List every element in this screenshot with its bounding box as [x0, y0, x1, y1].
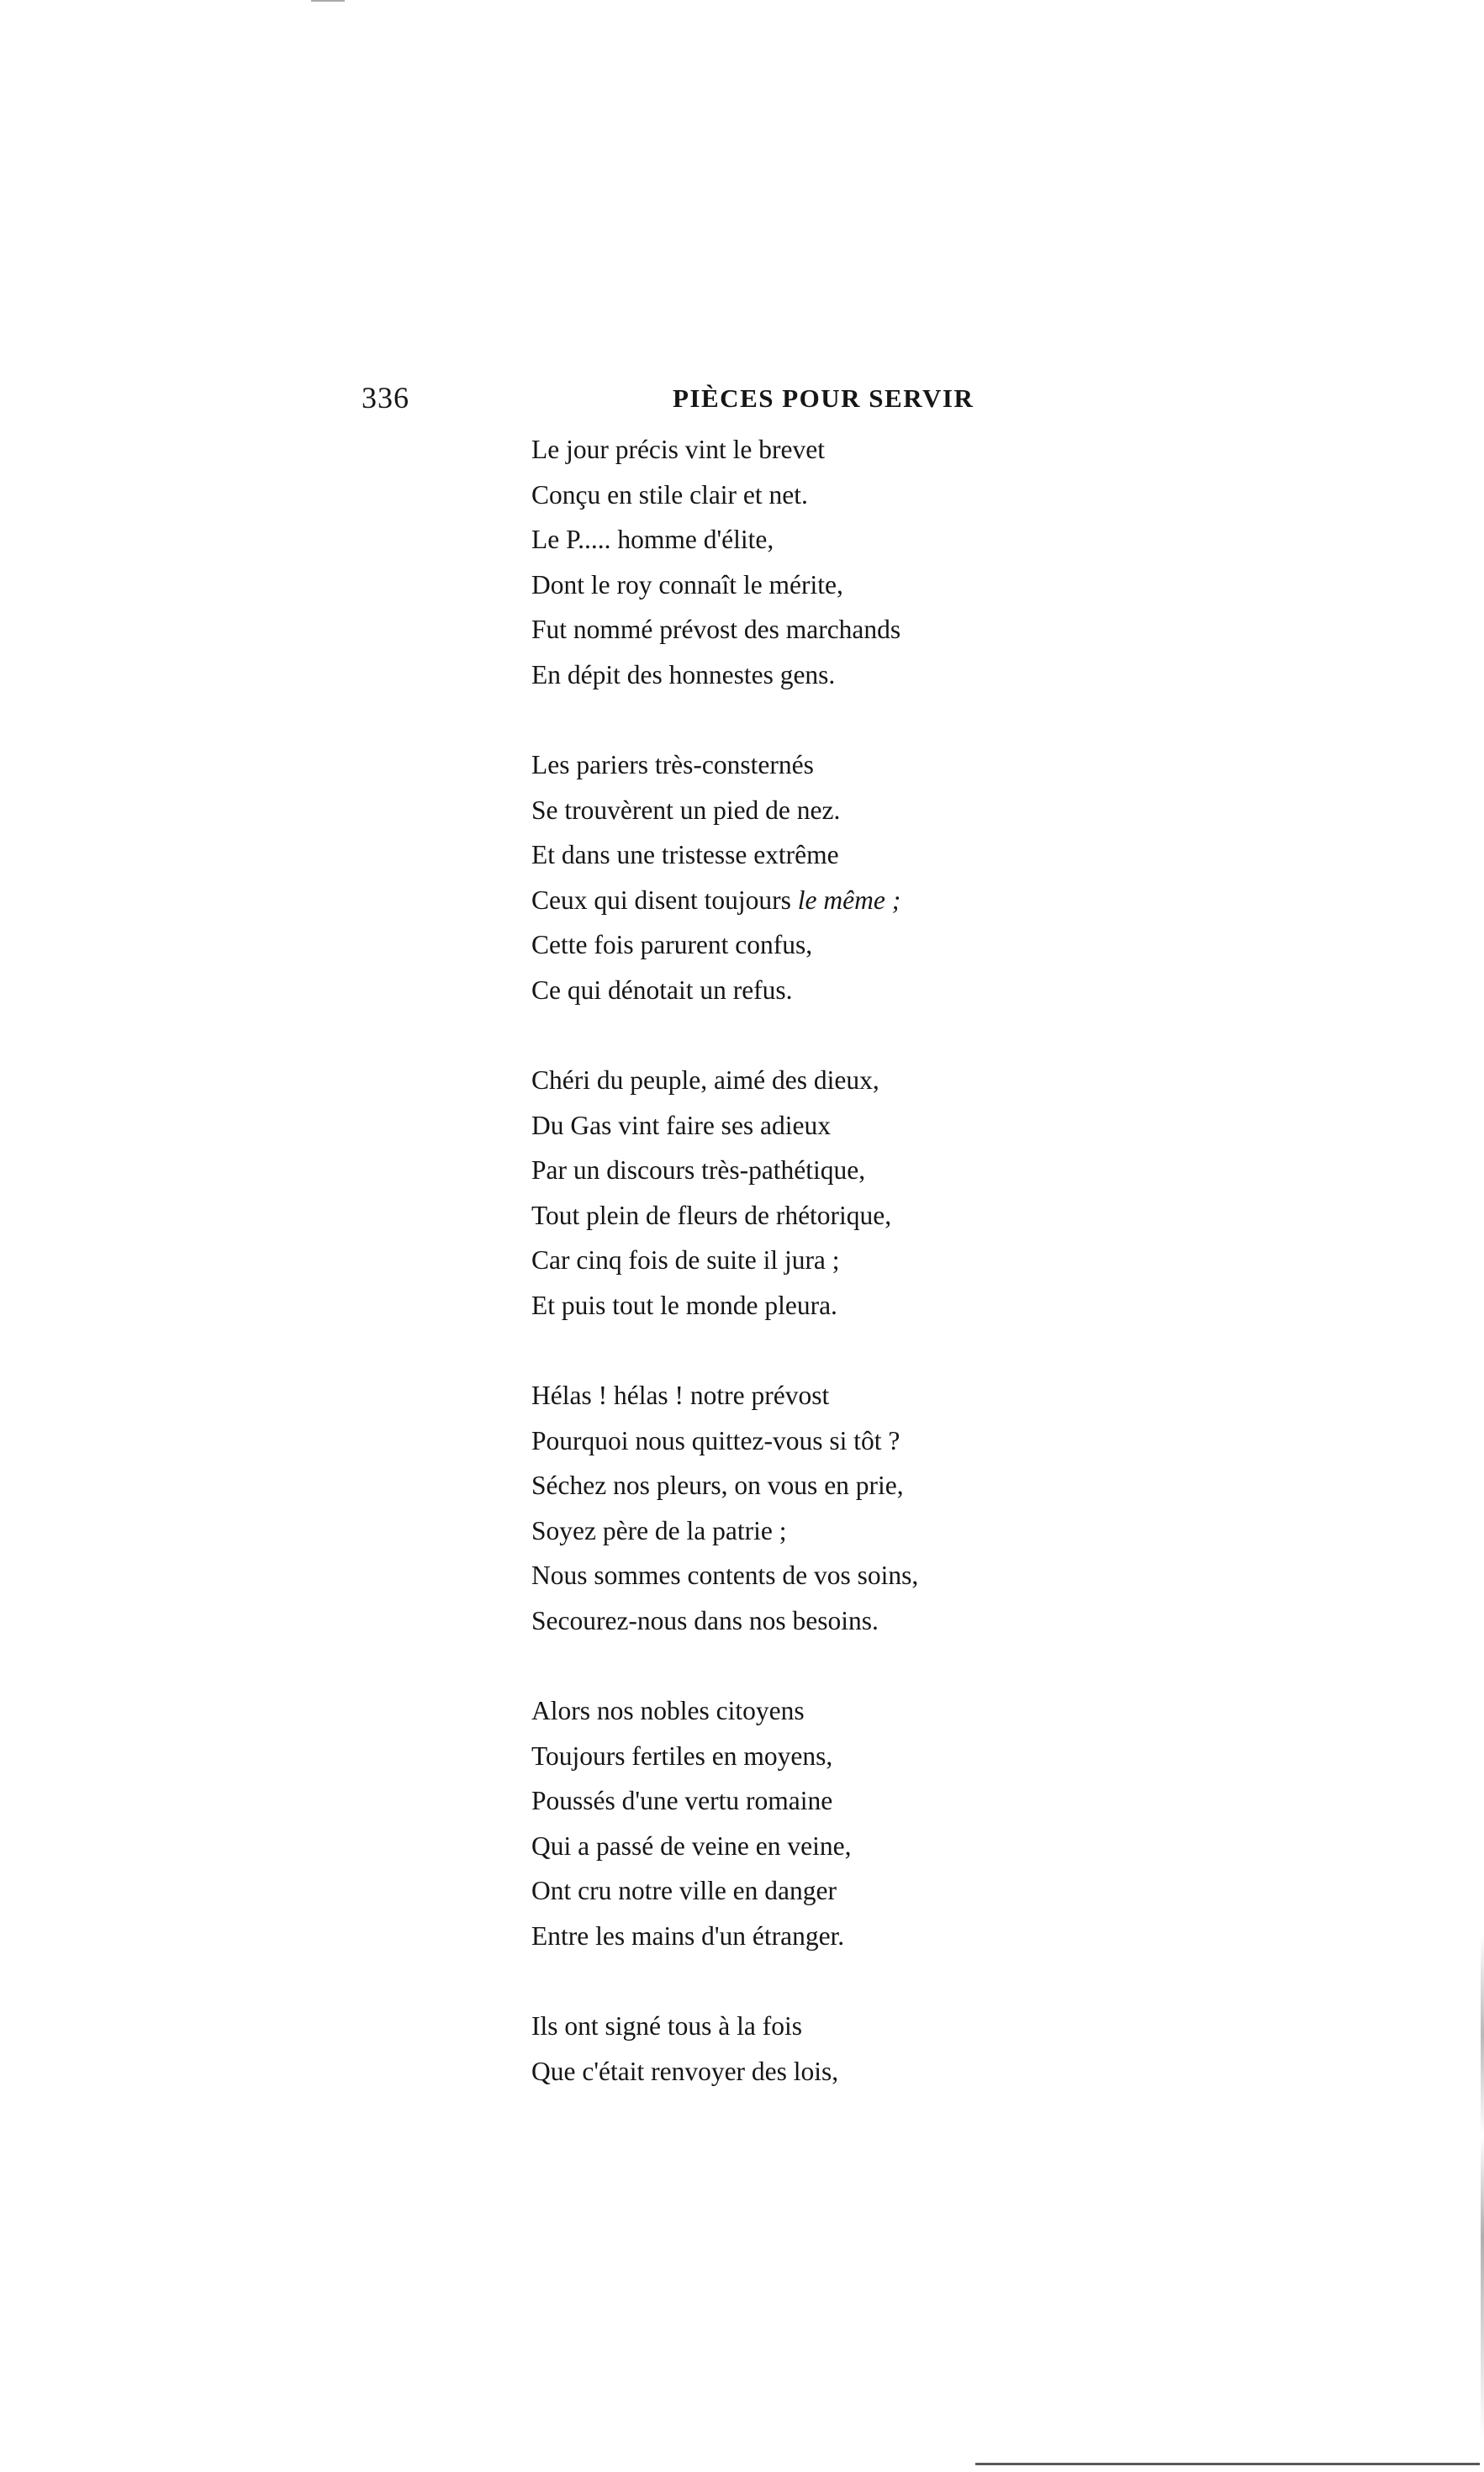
verse-line: Tout plein de fleurs de rhétorique, [531, 1200, 892, 1230]
verse-line: Ils ont signé tous à la fois [531, 2011, 802, 2041]
verse-line: Pourquoi nous quittez-vous si tôt ? [531, 1425, 900, 1455]
verse-line: Que c'était renvoyer des lois, [531, 2056, 839, 2086]
stanza-6 [531, 2004, 1053, 2094]
running-header [362, 380, 1064, 422]
verse-line: Nous sommes contents de vos soins, [531, 1561, 919, 1590]
poem [531, 427, 1053, 2139]
verse-line: Chéri du peuple, aimé des dieux, [531, 1065, 879, 1095]
verse-line: En dépit des honnestes gens. [531, 659, 836, 689]
verse-line: Séchez nos pleurs, on vous en prie, [531, 1471, 904, 1500]
verse-line: Secourez-nous dans nos besoins. [531, 1605, 879, 1635]
verse-line: Ont cru notre ville en danger [531, 1876, 837, 1905]
running-title: PIÈCES POUR SERVIR [673, 383, 974, 413]
verse-line: Hélas ! hélas ! notre prévost [531, 1381, 830, 1410]
verse-line: Alors nos nobles citoyens [531, 1696, 805, 1725]
italic-phrase: le même ; [797, 885, 901, 915]
stanza-2 [531, 742, 1053, 1012]
verse-line: Car cinq fois de suite il jura ; [531, 1245, 840, 1275]
verse-line: Et puis tout le monde pleura. [531, 1290, 837, 1320]
verse-line: Les pariers très-consternés [531, 750, 814, 779]
verse-line: Soyez père de la patrie ; [531, 1515, 787, 1545]
stanza-1 [531, 427, 1053, 697]
verse-line: Dont le roy connaît le mérite, [531, 569, 843, 600]
verse-line-text: Ceux qui disent toujours [531, 885, 798, 915]
verse-line: Toujours fertiles en moyens, [531, 1740, 833, 1771]
verse-line: Le jour précis vint le brevet [531, 435, 825, 464]
verse-line: Ce qui dénotait un refus. [531, 975, 793, 1005]
scan-artifact [311, 0, 345, 2]
verse-line: Par un discours très-pathétique, [531, 1155, 866, 1185]
verse-line: Cette fois parurent confus, [531, 930, 813, 959]
verse-line: Poussés d'une vertu romaine [531, 1786, 833, 1815]
stanza-5 [531, 1688, 1053, 1958]
scan-bottom-rule [975, 2463, 1480, 2465]
page-number: 336 [362, 381, 409, 415]
verse-line: Le P..... homme d'élite, [531, 525, 774, 554]
verse-line: Fut nommé prévost des marchands [531, 615, 901, 644]
verse-line: Conçu en stile clair et net. [531, 479, 808, 510]
verse-line: Et dans une tristesse extrême [531, 840, 839, 869]
stanza-4 [531, 1373, 1053, 1643]
verse-line: Entre les mains d'un étranger. [531, 1920, 845, 1951]
verse-line: Se trouvèrent un pied de nez. [531, 795, 841, 825]
scan-edge-shadow [1481, 1934, 1484, 2438]
stanza-3 [531, 1058, 1053, 1328]
verse-line [531, 878, 1053, 923]
verse-line: Qui a passé de veine en veine, [531, 1830, 852, 1861]
verse-line: Du Gas vint faire ses adieux [531, 1110, 832, 1140]
